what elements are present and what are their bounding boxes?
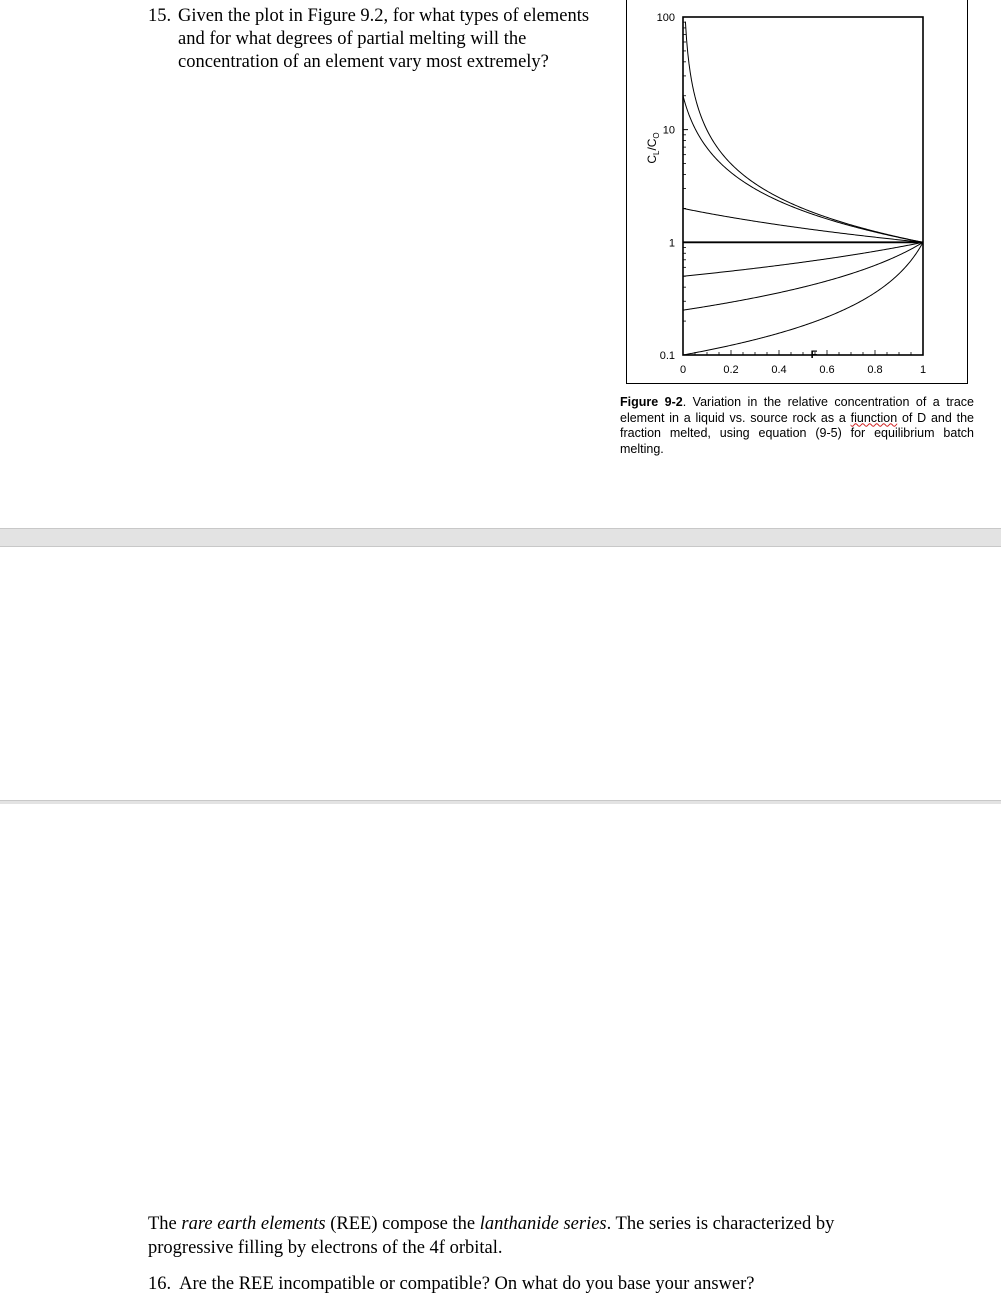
x-axis-label: F — [810, 349, 818, 361]
figure-caption-misspelled-word: fiunction — [850, 410, 898, 425]
curve-d-0-001 — [685, 22, 923, 243]
ree-paragraph — [148, 1213, 878, 1260]
curve-d-0-05 — [683, 96, 923, 243]
x-tick-label: 0.6 — [819, 364, 835, 376]
curve-d-4 — [683, 242, 923, 310]
page-edge — [0, 800, 1001, 804]
partition-chart — [626, 0, 968, 384]
question-15 — [148, 5, 618, 74]
document-page-1 — [0, 0, 1001, 528]
question-16-number: 16. — [148, 1274, 172, 1294]
page-break — [0, 528, 1001, 547]
question-15-number: 15. — [148, 6, 172, 26]
document-page-2 — [0, 547, 1001, 1294]
y-tick-label: 10 — [662, 124, 675, 137]
figure-caption — [620, 395, 974, 457]
ree-italic-2: lanthanide series — [479, 1214, 607, 1234]
figure-caption-label: Figure 9-2 — [620, 395, 683, 409]
curve-d-2 — [683, 242, 923, 276]
question-16-text: Are the REE incompatible or compatible? On what do you base your answer? — [179, 1274, 755, 1294]
ree-text-1: The — [148, 1214, 182, 1234]
y-tick-label: 0.1 — [659, 350, 675, 362]
x-tick-label: 0 — [679, 364, 687, 376]
ree-text-3: . The series is characterized by progressive filling by electrons of the 4f orbital. — [148, 1214, 835, 1258]
question-15-text: Given the plot in Figure 9.2, for what types of elements and for what degrees of partial melting will the concentration of an element vary most extremely? — [178, 6, 590, 72]
figure-caption-text-1: . Variation in the relative concentration of a trace element in a liquid vs. source rock as a — [620, 395, 974, 425]
figure-caption-text-2: of D and the fraction melted, using equation (9-5) for equilibrium batch melting. — [620, 410, 974, 456]
ree-text-2: (REE) compose the — [325, 1214, 480, 1234]
curve-d-0-5 — [683, 208, 923, 242]
question-16 — [148, 1273, 878, 1296]
curve-d-10 — [683, 242, 923, 355]
y-tick-label: 100 — [656, 12, 675, 24]
ree-italic-1: rare earth elements — [181, 1214, 326, 1234]
x-tick-label: 0.8 — [867, 364, 883, 376]
x-tick-label: 0.2 — [723, 364, 739, 376]
x-tick-label: 0.4 — [771, 364, 787, 376]
y-axis-label: $C_L/C_O$ — [645, 132, 661, 164]
x-tick-label: 1 — [919, 364, 927, 376]
y-tick-label: 1 — [668, 237, 675, 250]
